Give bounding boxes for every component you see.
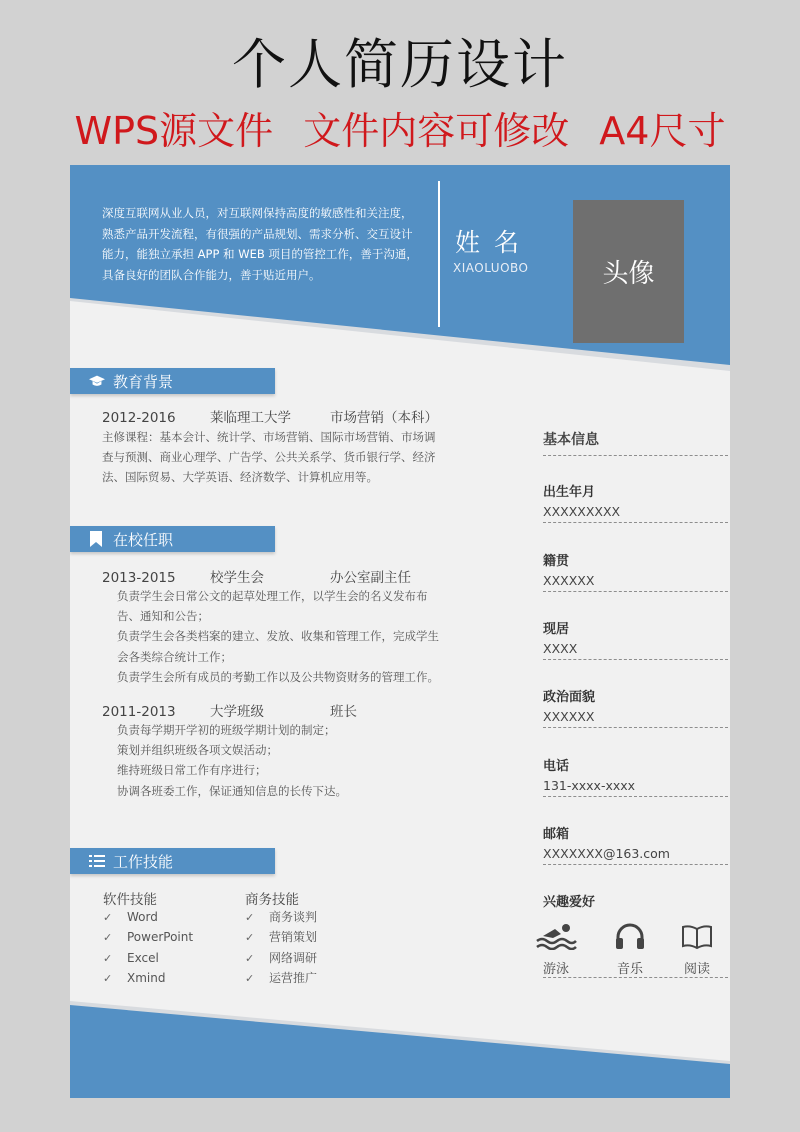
role-1-duties [117,586,447,687]
info-label: 邮箱 [543,827,570,842]
skill-item [103,948,193,968]
software-skills-title: 软件技能 [103,892,157,908]
info-value: XXXXXX [543,709,728,728]
education-school: 莱临理工大学 [210,410,291,426]
info-residence [543,618,728,660]
duty-item: 策划并组织班级各项文娱活动； [117,743,278,758]
info-birth [543,481,728,523]
info-label: 政治面貌 [543,690,596,705]
check-icon: ✓ [103,971,113,985]
skill-item [103,907,193,927]
banner-title: 个人简历设计 [232,33,568,96]
check-icon: ✓ [245,911,255,924]
education-major: 市场营销（本科） [330,410,438,426]
education-entry [102,406,438,426]
role-org: 校学生会 [210,570,264,586]
headphones-icon [614,922,646,950]
bookmark-icon [89,531,105,547]
check-icon: ✓ [245,931,255,945]
skill-item [245,907,317,927]
duty-item: 维持班级日常工作有序进行； [117,763,267,778]
skill-label: 商务谈判 [269,910,318,924]
banner-subtitle: WPS源文件 文件内容可修改 A4尺寸 [74,109,726,153]
name-en: XIAOLUOBO [453,261,529,275]
campus-role-1 [102,566,411,586]
skill-label: 网络调研 [269,950,318,965]
info-label: 现居 [543,622,570,637]
photo-label: 头像 [602,259,655,289]
info-label: 电话 [543,759,570,774]
hobby-swimming [526,922,586,977]
resume-page [70,165,730,1098]
check-icon: ✓ [245,971,255,985]
hobby-label: 游泳 [542,962,569,977]
photo-placeholder[interactable] [573,200,684,343]
skill-label: 运营推广 [269,970,318,985]
swimming-icon [535,922,577,950]
skill-label: PowerPoint [127,930,194,945]
skill-item [103,968,193,988]
info-politics [543,686,728,728]
info-value: XXXXXXX@163.com [543,846,728,865]
check-icon: ✓ [103,931,113,945]
duty-item: 负责学生会日常公文的起草处理工作，以学生会的名义发布布告、通知和公告； [117,589,428,624]
info-value: XXXXXXXXX [543,504,728,523]
name: 姓名 [455,228,534,257]
info-value: XXXX [543,641,728,660]
role-position: 办公室副主任 [330,570,411,586]
skill-label: 营销策划 [269,930,318,945]
graduation-cap-icon [89,373,105,389]
skill-label: Word [127,910,158,924]
section-campus-title: 在校任职 [113,530,174,549]
section-skills-header [70,848,275,874]
hobby-label: 音乐 [616,962,643,977]
section-skills-title: 工作技能 [113,852,174,871]
check-icon: ✓ [245,951,255,965]
role-period: 2011-2013 [102,704,176,720]
basic-info-title: 基本信息 [543,429,728,456]
section-education-header [70,368,275,394]
section-campus-header [70,526,275,552]
software-skill-list [103,907,193,988]
checklist-icon [89,853,105,869]
info-email [543,823,728,865]
hobby-reading [667,922,727,977]
skill-label: Xmind [127,970,166,985]
hobbies-title-block [543,891,728,910]
hobbies-divider [543,977,728,978]
info-value: 131-xxxx-xxxx [543,778,728,797]
duty-item: 协调各班委工作，保证通知信息的长传下达。 [117,783,347,798]
intro-text: 深度互联网从业人员，对互联网保持高度的敏感性和关注度，熟悉产品开发流程，有很强的产品规划、需求分析、交互设计能力，能独立承担 APP 和 WEB 项目的管控工作，善于沟通，具备良好的团队合作能力，善于贴近用户。 [102,206,418,282]
skill-item [103,927,193,947]
role-period: 2013-2015 [102,570,176,586]
info-value: XXXXXX [543,573,728,592]
skill-item [245,948,317,968]
business-skill-list [245,907,317,988]
skill-item [245,927,317,947]
info-phone [543,755,728,797]
hobby-music [600,922,660,977]
check-icon: ✓ [103,911,113,924]
business-skills-title: 商务技能 [245,892,299,908]
header-divider [438,181,440,327]
info-hometown [543,550,728,592]
info-label: 出生年月 [543,485,596,500]
campus-role-2 [102,700,357,720]
role-position: 班长 [330,704,357,720]
section-education-title: 教育背景 [113,372,174,391]
duty-item: 负责学生会各类档案的建立、发放、收集和管理工作，完成学生会各类综合统计工作； [117,629,439,664]
info-label: 籍贯 [543,554,570,569]
check-icon: ✓ [103,951,113,965]
skill-label: Excel [127,950,159,965]
book-icon [681,922,713,950]
role-org: 大学班级 [210,704,264,720]
hobbies-title: 兴趣爱好 [543,895,596,910]
education-period: 2012-2016 [102,410,176,426]
skill-item [245,968,317,988]
duty-item: 负责每学期开学初的班级学期计划的制定； [117,723,336,737]
duty-item: 负责学生会所有成员的考勤工作以及公共物资财务的管理工作。 [117,669,439,684]
education-courses: 主修课程：基本会计、统计学、市场营销、国际市场营销、市场调查与预测、商业心理学、广告学、公共关系学、货币银行学、经济法、国际贸易、大学英语、经济数学、计算机应用等。 [102,430,436,485]
hobby-label: 阅读 [683,962,710,977]
role-2-duties [117,720,447,801]
